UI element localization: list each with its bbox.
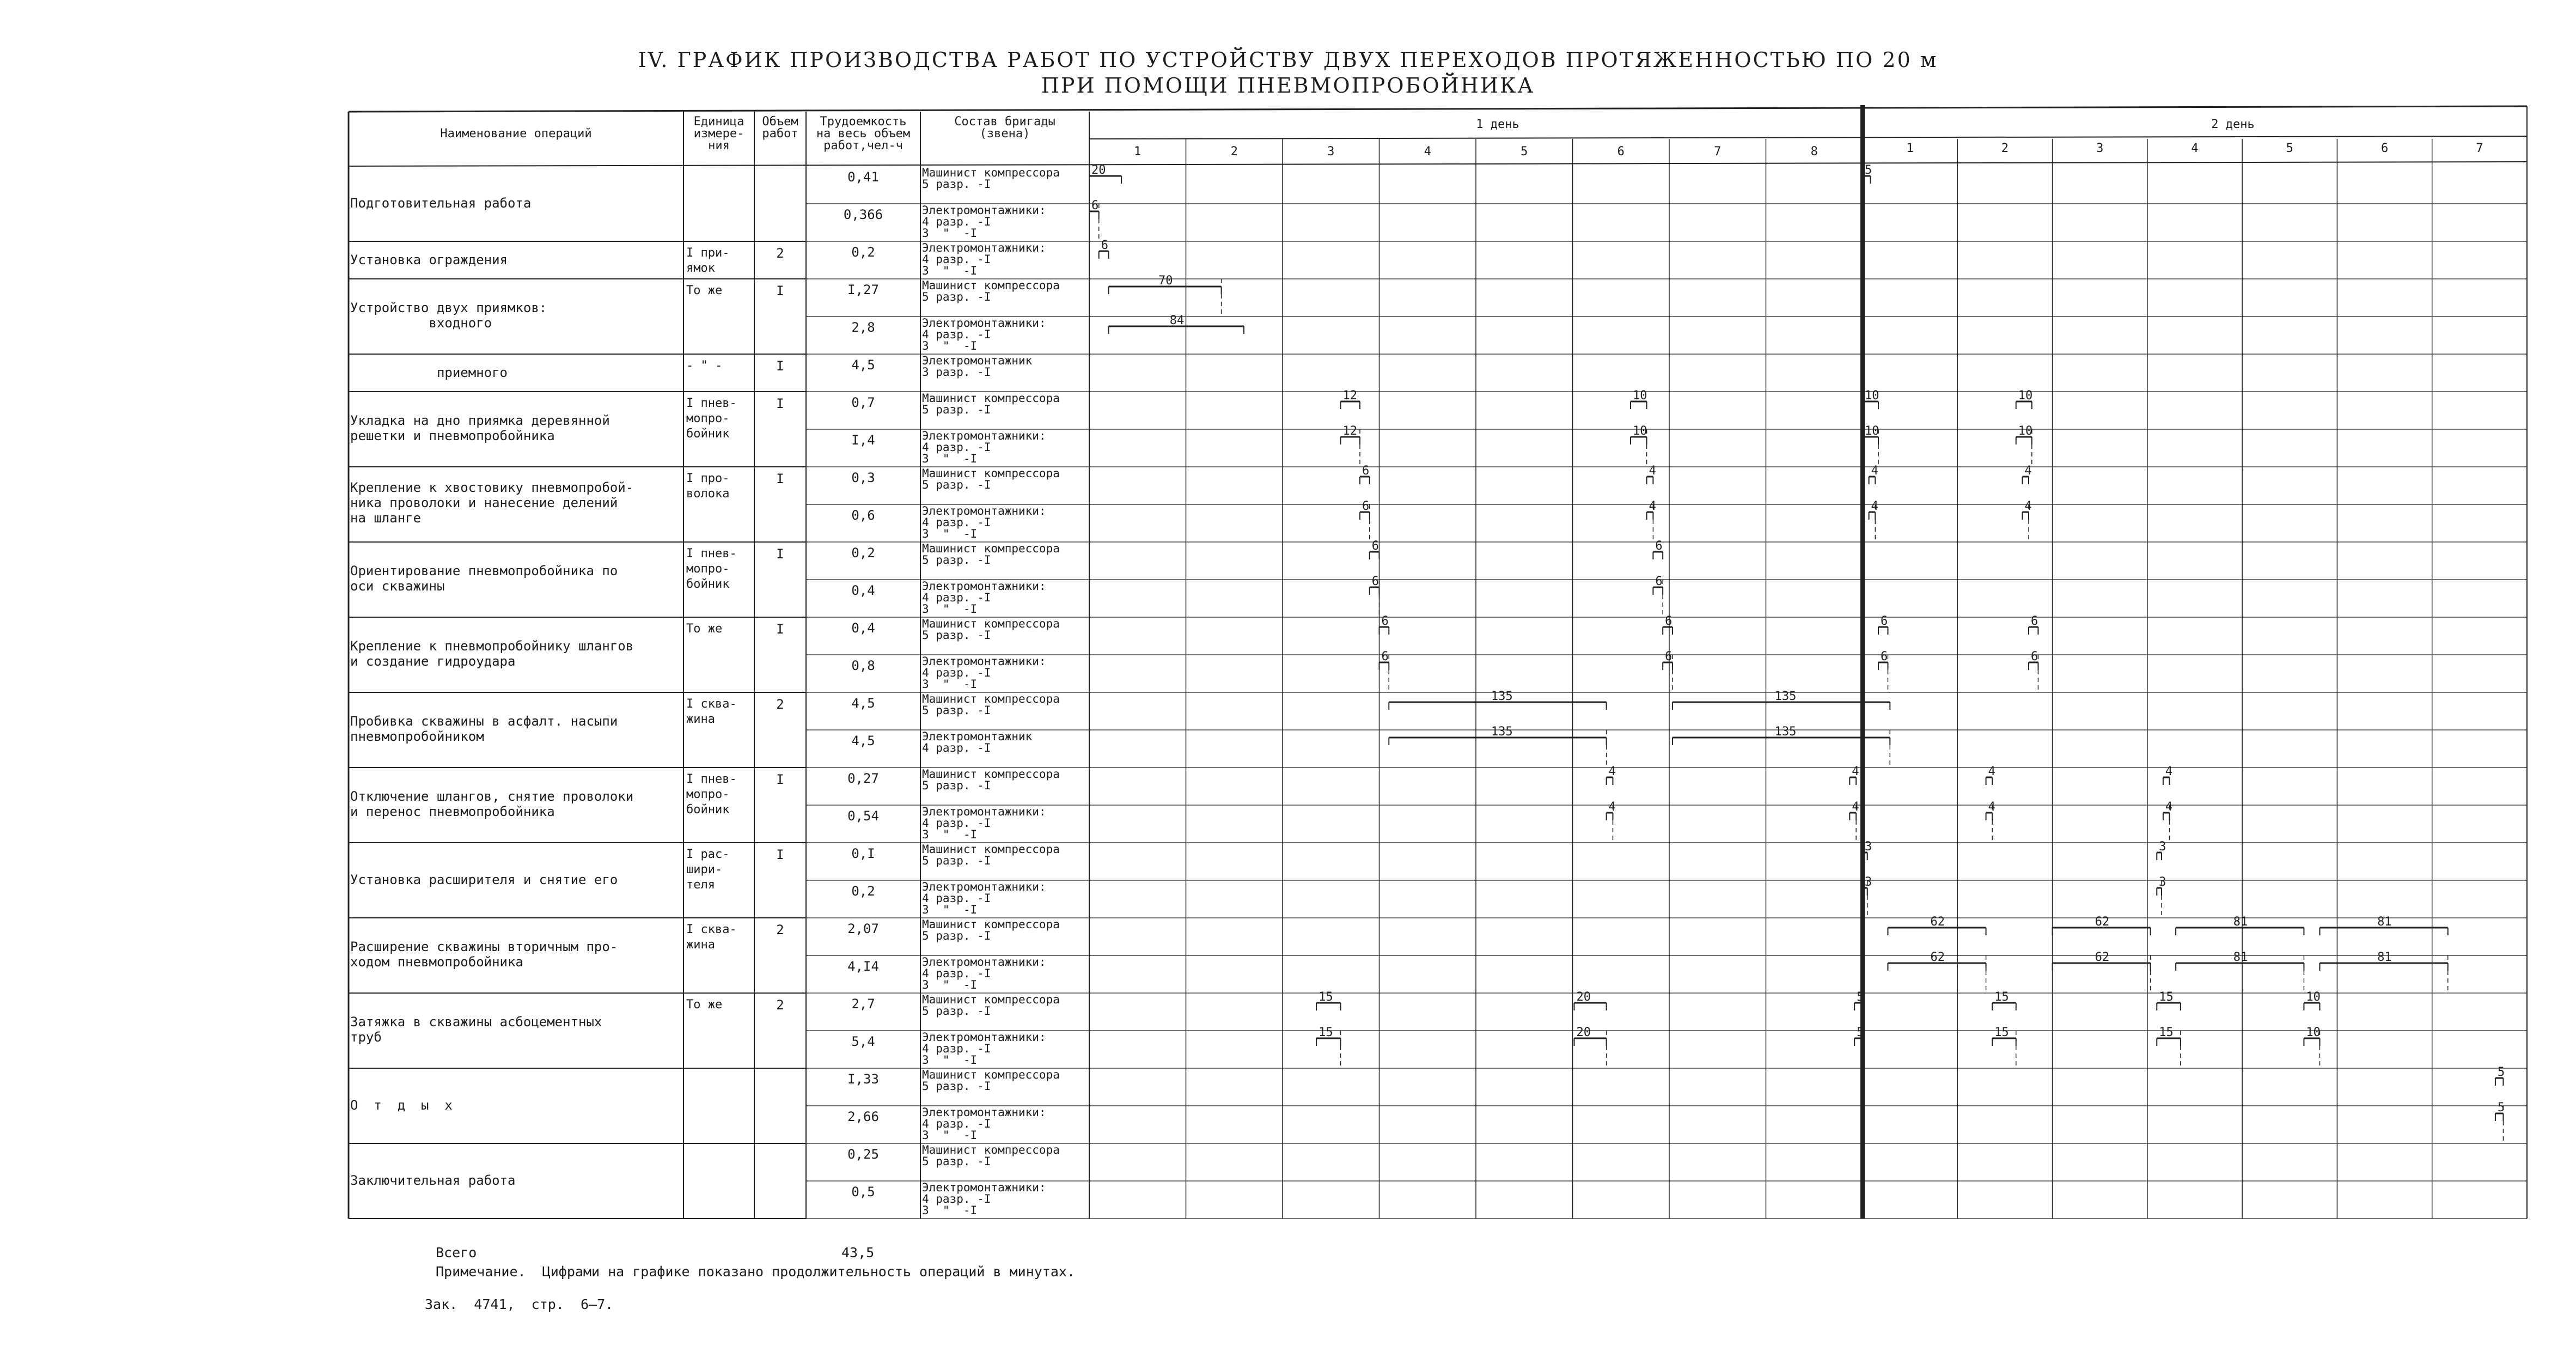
- operation-name: Расширение скважины вторичным про- ходом пневмопробойника: [350, 939, 618, 970]
- gantt-bar-label: 135: [1774, 725, 1797, 739]
- crew-value: Машинист компрессора 5 разр. -I: [922, 768, 1060, 792]
- operation-name: Установка ограждения: [350, 252, 508, 267]
- gantt-bar-label: 4: [1852, 800, 1859, 814]
- gantt-bar-label: 3: [2159, 840, 2166, 854]
- crew-value: Электромонтажники: 4 разр. -I 3 " -I: [922, 655, 1046, 691]
- gantt-bar-label: 6: [1362, 464, 1370, 478]
- labor-value: 0,I: [851, 846, 875, 861]
- gantt-bar-label: 3: [1865, 875, 1872, 889]
- gantt-bar-label: 4: [1608, 800, 1616, 814]
- crew-value: Машинист компрессора 5 разр. -I: [922, 692, 1060, 717]
- labor-value: 2,07: [847, 921, 879, 936]
- gantt-bar-label: 81: [2233, 951, 2248, 964]
- volume-value: I: [776, 358, 784, 374]
- labor-value: I,33: [847, 1071, 879, 1087]
- gantt-bar-label: 6: [1381, 650, 1389, 663]
- unit-value: I при- ямок: [686, 246, 730, 275]
- unit-value: То же: [686, 998, 723, 1012]
- gantt-bar-label: 3: [1865, 840, 1872, 854]
- gantt-bar-label: 62: [1930, 915, 1945, 929]
- gantt-bar-label: 10: [2018, 389, 2033, 403]
- crew-value: Электромонтажники: 4 разр. -I 3 " -I: [922, 1031, 1046, 1067]
- header-operation: Наименование операций: [440, 127, 592, 141]
- crew-value: Электромонтажники: 4 разр. -I 3 " -I: [922, 241, 1046, 277]
- labor-value: 0,25: [847, 1147, 879, 1162]
- labor-value: 0,4: [851, 583, 875, 598]
- gantt-bar-label: 10: [2306, 990, 2321, 1004]
- page-title: IV. ГРАФИК ПРОИЗВОДСТВА РАБОТ ПО УСТРОЙСТВУ ДВУХ ПЕРЕХОДОВ ПРОТЯЖЕННОСТЬЮ ПО 20 м: [638, 48, 1938, 72]
- crew-value: Электромонтажники: 4 разр. -I 3 " -I: [922, 504, 1046, 540]
- gantt-bar-label: 62: [1930, 951, 1945, 964]
- gantt-bar-label: 81: [2233, 915, 2248, 929]
- gantt-bar-label: 10: [1633, 424, 1647, 438]
- gantt-bar-label: 10: [1633, 389, 1647, 403]
- header-day2: 2 день: [2211, 118, 2255, 131]
- labor-value: 5,4: [851, 1034, 875, 1049]
- hour-label: 1: [1134, 145, 1142, 159]
- crew-value: Электромонтажники: 4 разр. -I 3 " -I: [922, 204, 1046, 240]
- operation-name: Затяжка в скважины асбоцементных труб: [350, 1014, 602, 1045]
- labor-value: 0,3: [851, 470, 875, 485]
- hour-label: 3: [2096, 142, 2104, 155]
- gantt-bar-label: 20: [1091, 163, 1106, 177]
- gantt-bar-label: 135: [1774, 690, 1797, 703]
- header-labor: Трудоемкость на весь объем работ,чел-ч: [816, 115, 911, 153]
- crew-value: Машинист компрессора 5 разр. -I: [922, 279, 1060, 303]
- crew-value: Электромонтажники: 4 разр. -I 3 " -I: [922, 1106, 1046, 1142]
- volume-value: I: [776, 471, 784, 486]
- gantt-bar-label: 4: [2165, 765, 2173, 778]
- gantt-bar-label: 6: [2031, 650, 2038, 663]
- labor-value: 4,5: [851, 696, 875, 711]
- volume-value: I: [776, 847, 784, 862]
- gantt-bar-label: 6: [1381, 614, 1389, 628]
- labor-value: 0,2: [851, 545, 875, 561]
- gantt-bar-label: 62: [2095, 951, 2110, 964]
- gantt-bar-label: 4: [1649, 464, 1656, 478]
- volume-value: 2: [776, 246, 784, 261]
- unit-value: I рас- шири- теля: [686, 848, 730, 892]
- crew-value: Электромонтажники: 4 разр. -I 3 " -I: [922, 580, 1046, 616]
- operation-name: Крепление к пневмопробойнику шлангов и создание гидроудара: [350, 638, 634, 669]
- operation-name: Заключительная работа: [350, 1173, 516, 1188]
- gantt-bar-label: 6: [1362, 500, 1370, 513]
- header-crew: Состав бригады (звена): [954, 115, 1055, 141]
- labor-value: 0,366: [843, 207, 883, 222]
- hour-label: 5: [1521, 145, 1528, 159]
- labor-value: 0,2: [851, 884, 875, 899]
- gantt-bar-label: 15: [1994, 990, 2009, 1004]
- labor-value: 0,27: [847, 771, 879, 786]
- crew-value: Электромонтажники: 4 разр. -I 3 " -I: [922, 429, 1046, 465]
- hour-label: 7: [2476, 142, 2483, 155]
- gantt-bar-label: 4: [1988, 800, 1995, 814]
- crew-value: Машинист компрессора 5 разр. -I: [922, 843, 1060, 867]
- volume-value: 2: [776, 997, 784, 1013]
- crew-value: Электромонтажники: 4 разр. -I 3 " -I: [922, 955, 1046, 991]
- labor-value: 0,6: [851, 508, 875, 523]
- hour-label: 5: [2286, 142, 2293, 155]
- unit-value: I сква- жина: [686, 697, 737, 726]
- gantt-bar-label: 6: [1371, 575, 1379, 588]
- crew-value: Машинист компрессора 5 разр. -I: [922, 1068, 1060, 1093]
- labor-value: 2,7: [851, 996, 875, 1012]
- hour-label: 4: [1424, 145, 1431, 159]
- gantt-bar-label: 12: [1342, 389, 1357, 403]
- gantt-bar-label: 81: [2377, 915, 2392, 929]
- gantt-bar-label: 6: [1091, 199, 1099, 212]
- gantt-bar-label: 10: [2018, 424, 2033, 438]
- hour-header-line: [1089, 136, 2527, 139]
- gantt-bar-label: 81: [2377, 951, 2392, 964]
- labor-value: 0,54: [847, 808, 879, 824]
- gantt-bar-label: 6: [1665, 614, 1672, 628]
- operation-name: Подготовительная работа: [350, 196, 532, 211]
- unit-value: I пнев- мопро- бойник: [686, 547, 737, 591]
- gantt-bar-label: 135: [1491, 690, 1513, 703]
- table-border: [349, 106, 2527, 112]
- gantt-bar-label: 4: [1871, 464, 1878, 478]
- hour-label: 6: [2380, 142, 2389, 155]
- gantt-bar-label: 4: [1871, 500, 1878, 513]
- gantt-bar-label: 135: [1491, 725, 1513, 739]
- gantt-bar-label: 10: [1865, 424, 1879, 438]
- operation-name: Ориентирование пневмопробойника по оси скважины: [350, 563, 618, 594]
- gantt-bar-label: 4: [1988, 765, 1995, 778]
- labor-value: 0,41: [847, 169, 879, 185]
- gantt-bar-label: 4: [1649, 500, 1656, 513]
- volume-value: I: [776, 772, 784, 787]
- operation-name: Установка расширителя и снятие его: [350, 872, 618, 887]
- gantt-bar-label: 15: [1318, 990, 1333, 1004]
- operation-name: Устройство двух приямков: входного: [350, 300, 547, 331]
- gantt-bar-label: 5: [1865, 163, 1872, 177]
- gantt-bar-label: 6: [1665, 650, 1672, 663]
- order-number: Зак. 4741, стр. 6—7.: [425, 1296, 614, 1312]
- hour-label: 3: [1327, 145, 1335, 159]
- gantt-bar-label: 6: [1881, 614, 1888, 628]
- gantt-bar-label: 6: [1655, 539, 1663, 553]
- gantt-bar-label: 3: [2159, 875, 2166, 889]
- gantt-bar-label: 4: [1852, 765, 1859, 778]
- crew-value: Машинист компрессора 5 разр. -I: [922, 1143, 1060, 1168]
- crew-value: Машинист компрессора 5 разр. -I: [922, 467, 1060, 491]
- gantt-bar-label: 15: [1318, 1026, 1333, 1039]
- labor-value: 0,4: [851, 620, 875, 636]
- gantt-bar-label: 84: [1169, 314, 1185, 327]
- crew-value: Машинист компрессора 5 разр. -I: [922, 166, 1060, 191]
- labor-value: 0,7: [851, 395, 875, 410]
- crew-value: Электромонтажники: 4 разр. -I 3 " -I: [922, 805, 1046, 841]
- gantt-bar-label: 10: [1865, 389, 1879, 403]
- unit-value: I пнев- мопро- бойник: [686, 397, 737, 441]
- crew-value: Электромонтажники: 4 разр. -I 3 " -I: [922, 1181, 1046, 1217]
- gantt-bar-label: 12: [1342, 424, 1357, 438]
- operation-name: приемного: [350, 364, 508, 380]
- operation-name: Отключение шлангов, снятие проволоки и перенос пневмопробойника: [350, 789, 634, 819]
- gantt-bar-label: 6: [1371, 539, 1379, 553]
- total-value: 43,5: [841, 1245, 875, 1260]
- gantt-bar-label: 4: [2024, 464, 2032, 478]
- header-unit: Единица измере- ния: [693, 115, 744, 153]
- crew-value: Машинист компрессора 5 разр. -I: [922, 918, 1060, 942]
- gantt-bar-label: 15: [2159, 990, 2174, 1004]
- labor-value: 4,5: [851, 733, 875, 748]
- hour-label: 1: [1906, 142, 1914, 155]
- crew-value: Электромонтажник 4 разр. -I: [922, 730, 1033, 754]
- note: Примечание. Цифрами на графике показано продолжительность операций в минутах.: [436, 1264, 1075, 1280]
- page-subtitle: ПРИ ПОМОЩИ ПНЕВМОПРОБОЙНИКА: [1041, 74, 1535, 98]
- volume-value: 2: [776, 697, 784, 712]
- gantt-bar-label: 5: [1857, 990, 1864, 1004]
- labor-value: 0,2: [851, 245, 875, 260]
- unit-value: То же: [686, 284, 723, 297]
- gantt-bar-label: 6: [2031, 614, 2038, 628]
- gantt-bar-label: 20: [1576, 990, 1591, 1004]
- crew-value: Электромонтажники: 4 разр. -I 3 " -I: [922, 880, 1046, 916]
- crew-value: Машинист компрессора 5 разр. -I: [922, 993, 1060, 1018]
- hour-label: 7: [1714, 145, 1722, 159]
- unit-value: I пнев- мопро- бойник: [686, 772, 737, 817]
- crew-value: Электромонтажник 3 разр. -I: [922, 354, 1033, 379]
- hour-label: 2: [2001, 142, 2009, 155]
- gantt-bar-label: 70: [1158, 274, 1173, 288]
- unit-value: - " -: [686, 359, 723, 373]
- gantt-bar-label: 6: [1101, 239, 1108, 252]
- volume-value: I: [776, 546, 784, 562]
- unit-value: То же: [686, 622, 723, 636]
- gantt-bar-label: 15: [1994, 1026, 2009, 1039]
- operation-name: Укладка на дно приямка деревянной решетки и пневмопробойника: [350, 413, 610, 443]
- crew-value: Электромонтажники: 4 разр. -I 3 " -I: [922, 316, 1046, 352]
- gantt-bar-label: 5: [1857, 1026, 1864, 1039]
- gantt-bar-label: 4: [2165, 800, 2173, 814]
- gantt-bar-label: 62: [2095, 915, 2110, 929]
- gantt-bar-label: 15: [2159, 1026, 2174, 1039]
- header-day1: 1 день: [1476, 118, 1519, 131]
- header-volume: Объем работ: [762, 115, 798, 141]
- hour-label: 6: [1617, 145, 1625, 159]
- header-line: [349, 162, 2527, 166]
- gantt-bar-label: 4: [1608, 765, 1616, 778]
- volume-value: 2: [776, 922, 784, 937]
- labor-value: 4,I4: [847, 959, 879, 974]
- labor-value: 0,8: [851, 658, 875, 673]
- operation-name: О т д ы х: [350, 1098, 453, 1113]
- gantt-bar-label: 20: [1576, 1026, 1591, 1039]
- gantt-bar-label: 10: [2306, 1026, 2321, 1039]
- labor-value: 2,8: [851, 320, 875, 335]
- volume-value: I: [776, 283, 784, 299]
- hour-label: 2: [1230, 145, 1238, 159]
- gantt-bar-label: 6: [1881, 650, 1888, 663]
- labor-value: 2,66: [847, 1109, 879, 1124]
- labor-value: 4,5: [851, 357, 875, 373]
- total-label: Всего: [436, 1245, 477, 1260]
- hour-label: 8: [1810, 145, 1818, 159]
- crew-value: Машинист компрессора 5 разр. -I: [922, 542, 1060, 567]
- gantt-bar-label: 4: [2024, 500, 2032, 513]
- gantt-bar-label: 6: [1655, 575, 1663, 588]
- operation-name: Пробивка скважины в асфалт. насыпи пневмопробойником: [350, 714, 618, 744]
- unit-value: I сква- жина: [686, 923, 737, 952]
- hour-label: 4: [2191, 142, 2199, 155]
- unit-value: I про- волока: [686, 472, 730, 501]
- crew-value: Машинист компрессора 5 разр. -I: [922, 392, 1060, 416]
- volume-value: I: [776, 396, 784, 411]
- crew-value: Машинист компрессора 5 разр. -I: [922, 617, 1060, 642]
- gantt-bar-label: 5: [2497, 1101, 2505, 1115]
- gantt-bar-label: 5: [2497, 1065, 2505, 1079]
- labor-value: 0,5: [851, 1184, 875, 1199]
- labor-value: I,4: [851, 433, 875, 448]
- volume-value: I: [776, 622, 784, 637]
- operation-name: Крепление к хвостовику пневмопробой- ника проволоки и нанесение делений на шланге: [350, 480, 634, 526]
- labor-value: I,27: [847, 282, 879, 297]
